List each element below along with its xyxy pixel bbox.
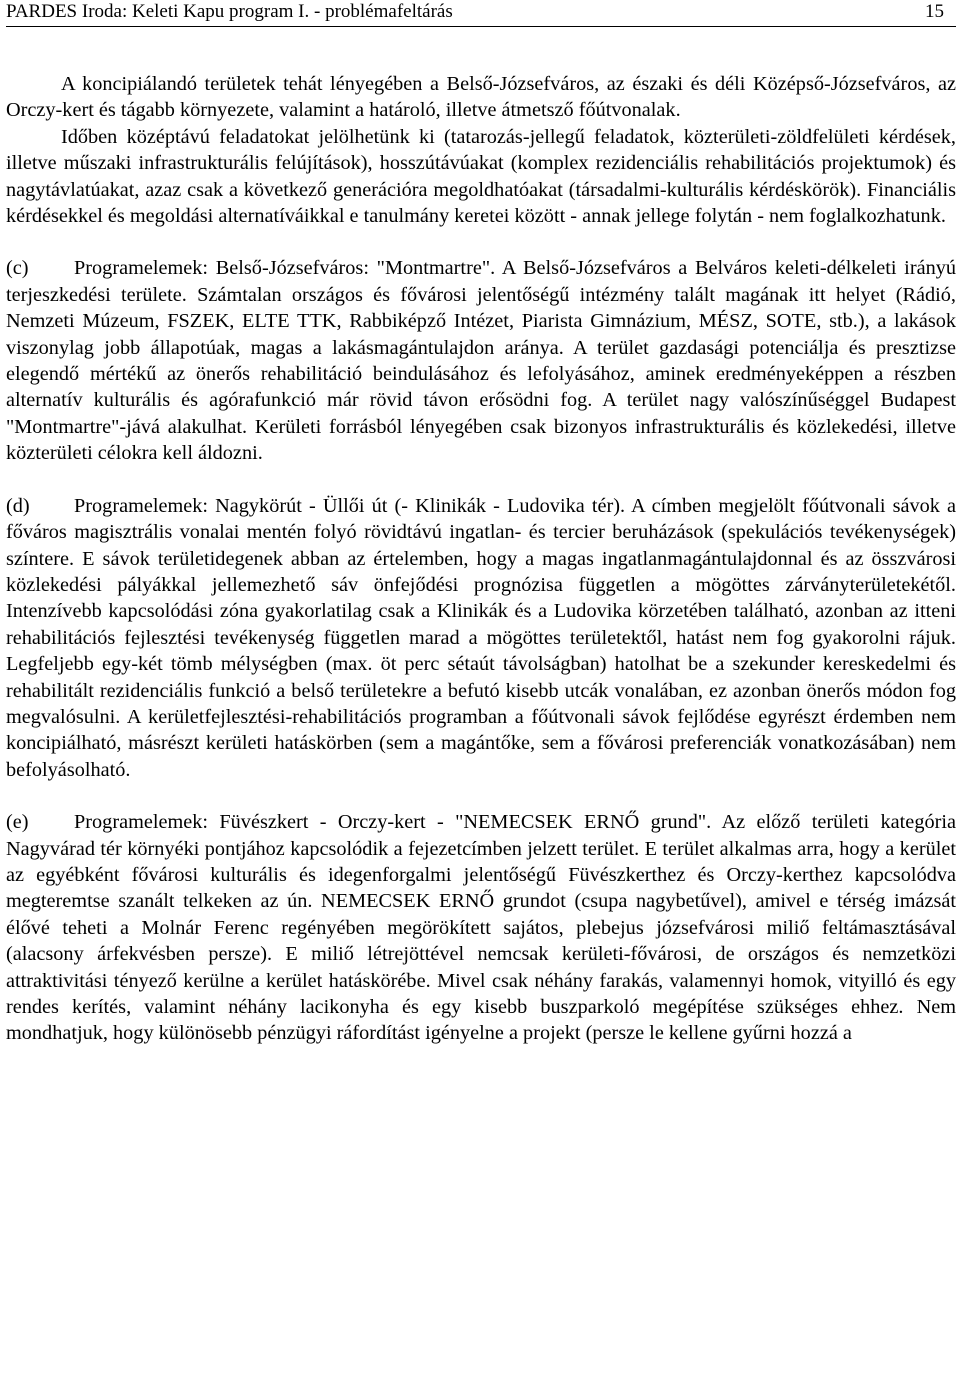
section-d-label: (d): [6, 494, 30, 517]
page-number: 15: [925, 1, 944, 22]
section-d-text: Programelemek: Nagykörút - Üllői út (- Klinikák - Ludovika tér). A címben megjelölt főútvonali sávok a főváros magisztrális vonalai mentén folyó rövidtávú ingatlan- és tercier beruházások (spekulációs tevékenységek) színtere. E sávok területidegenek abban az értelemben, hogy a magas ingatlanmagántulajdonnal és az összvárosi közlekedési pályákkal jellemezhető sáv önfejődési prognózisa független a mögöttes zárványterületekétől. Intenzívebb kapcsolódási zóna gyakorlatilag csak a Klinikák és a Ludovika körzetében található, azonban az itteni rehabilitációs fejlesztési tevékenység független marad a mögöttes területektől, hatást nem fog gyakorolni rájuk. Legfeljebb egy-két tömb mélységben (max. öt perc sétaút távolságban) hatolhat be a szekunder kereskedelmi és rehabilitált rezidenciális funkció a belső területekre a befutó kisebb utcák vonalában, ez azonban önerős módon fog megvalósulni. A kerületfejlesztési-rehabilitációs programban a főútvonali sávok fejlődése egyrészt érdemben nem koncipiálható, másrészt kerületi hatáskörben (sem a magántőke, sem a fővárosi preferenciák vonatkozásában) nem befolyásolható.: [6, 494, 956, 781]
document-body: [6, 71, 956, 1047]
section-c-label: (c): [6, 257, 29, 280]
document-page: [6, 0, 956, 1047]
section-e-label: (e): [6, 811, 29, 834]
paragraph-tasks: Időben középtávú feladatokat jelölhetünk ki (tatarozás-jellegű feladatok, közterületi-zöldfelületi kérdések, illetve műszaki infrastrukturális felújítások), hosszútávúakat (komplex rezidenciális rehabilitációs projektumok) és nagytávlatúakat, azaz csak a következő generációra megoldhatóakat (társadalmi-kulturális kérdéskörök). Financiális kérdésekkel és megoldási alternatíváikkal e tanulmány keretei között - annak jellege folytán - nem foglalkozhatunk.: [6, 125, 956, 228]
section-c: [6, 255, 956, 466]
section-c-text: Programelemek: Belső-Józsefváros: "Montmartre". A Belső-Józsefváros a Belváros keleti-délkeleti irányú terjeszkedési területe. Számtalan országos és fővárosi jelentőségű intézmény talált magának itt helyet (Rádió, Nemzeti Múzeum, FSZEK, ELTE TTK, Rabbiképző Intézet, Piarista Gimnázium, MÉSZ, SOTE, stb.), a lakások viszonylag jobb állapotúak, magas a lakásmagántulajdon aránya. A terület gazdasági potenciálja és presztizse elegendő mértékű az önerős rehabilitáció beindulásához és lefolyásához, aminek eredményeképpen a részben alternatív kulturális és agórafunkció már rövid távon erősödni fog. A terület nagy valószínűséggel Budapest "Montmartre"-jává alakulhat. Kerületi forrásból lényegében csak bizonyos infrastrukturális és közlekedési, illetve közterületi célokra kell áldozni.: [6, 257, 956, 465]
section-e: [6, 809, 956, 1047]
page-header: [6, 0, 956, 27]
paragraph-areas: A koncipiálandó területek tehát lényegében a Belső-Józsefváros, az északi és déli Középső-Józsefváros, az Orczy-kert és tágabb környezete, valamint a határoló, illetve átmetsző főútvonalak.: [6, 73, 956, 122]
section-d: [6, 493, 956, 783]
header-title: PARDES Iroda: Keleti Kapu program I. - problémafeltárás: [6, 1, 453, 22]
section-e-text: Programelemek: Füvészkert - Orczy-kert - "NEMECSEK ERNŐ grund". Az előző területi kategória Nagyvárad tér környéki pontjához kapcsolódik a fejezetcímben jelzett terület. E terület alkalmas arra, hogy a kerület az egyébként fővárosi kulturális és idegenforgalmi jelentőségű Füvészkerthez és Orczy-kerthez kapcsolódva megteremtse szanált telkeken az ún. NEMECSEK ERNŐ grundot (csupa nagybetűvel), amivel e térség imázsát élővé teheti a Molnár Ferenc regényében megörökített sajátos, plebejus józsefvárosi miliő feltámasztásával (alacsony árfekvésben persze). E miliő létrejöttével nemcsak kerületi-fővárosi, de országos és nemzetközi attraktivitási tényező kerülne a kerület hatáskörébe. Mivel csak néhány farakás, valamennyi homok, vityilló és egy rendes kerítés, valamint néhány lacikonyha és egy kisebb buszparkoló megépítése szükséges ehhez. Nem mondhatjuk, hogy különösebb pénzügyi ráfordítást igényelne a projekt (persze le kellene gyűrni hozzá a: [6, 811, 956, 1045]
